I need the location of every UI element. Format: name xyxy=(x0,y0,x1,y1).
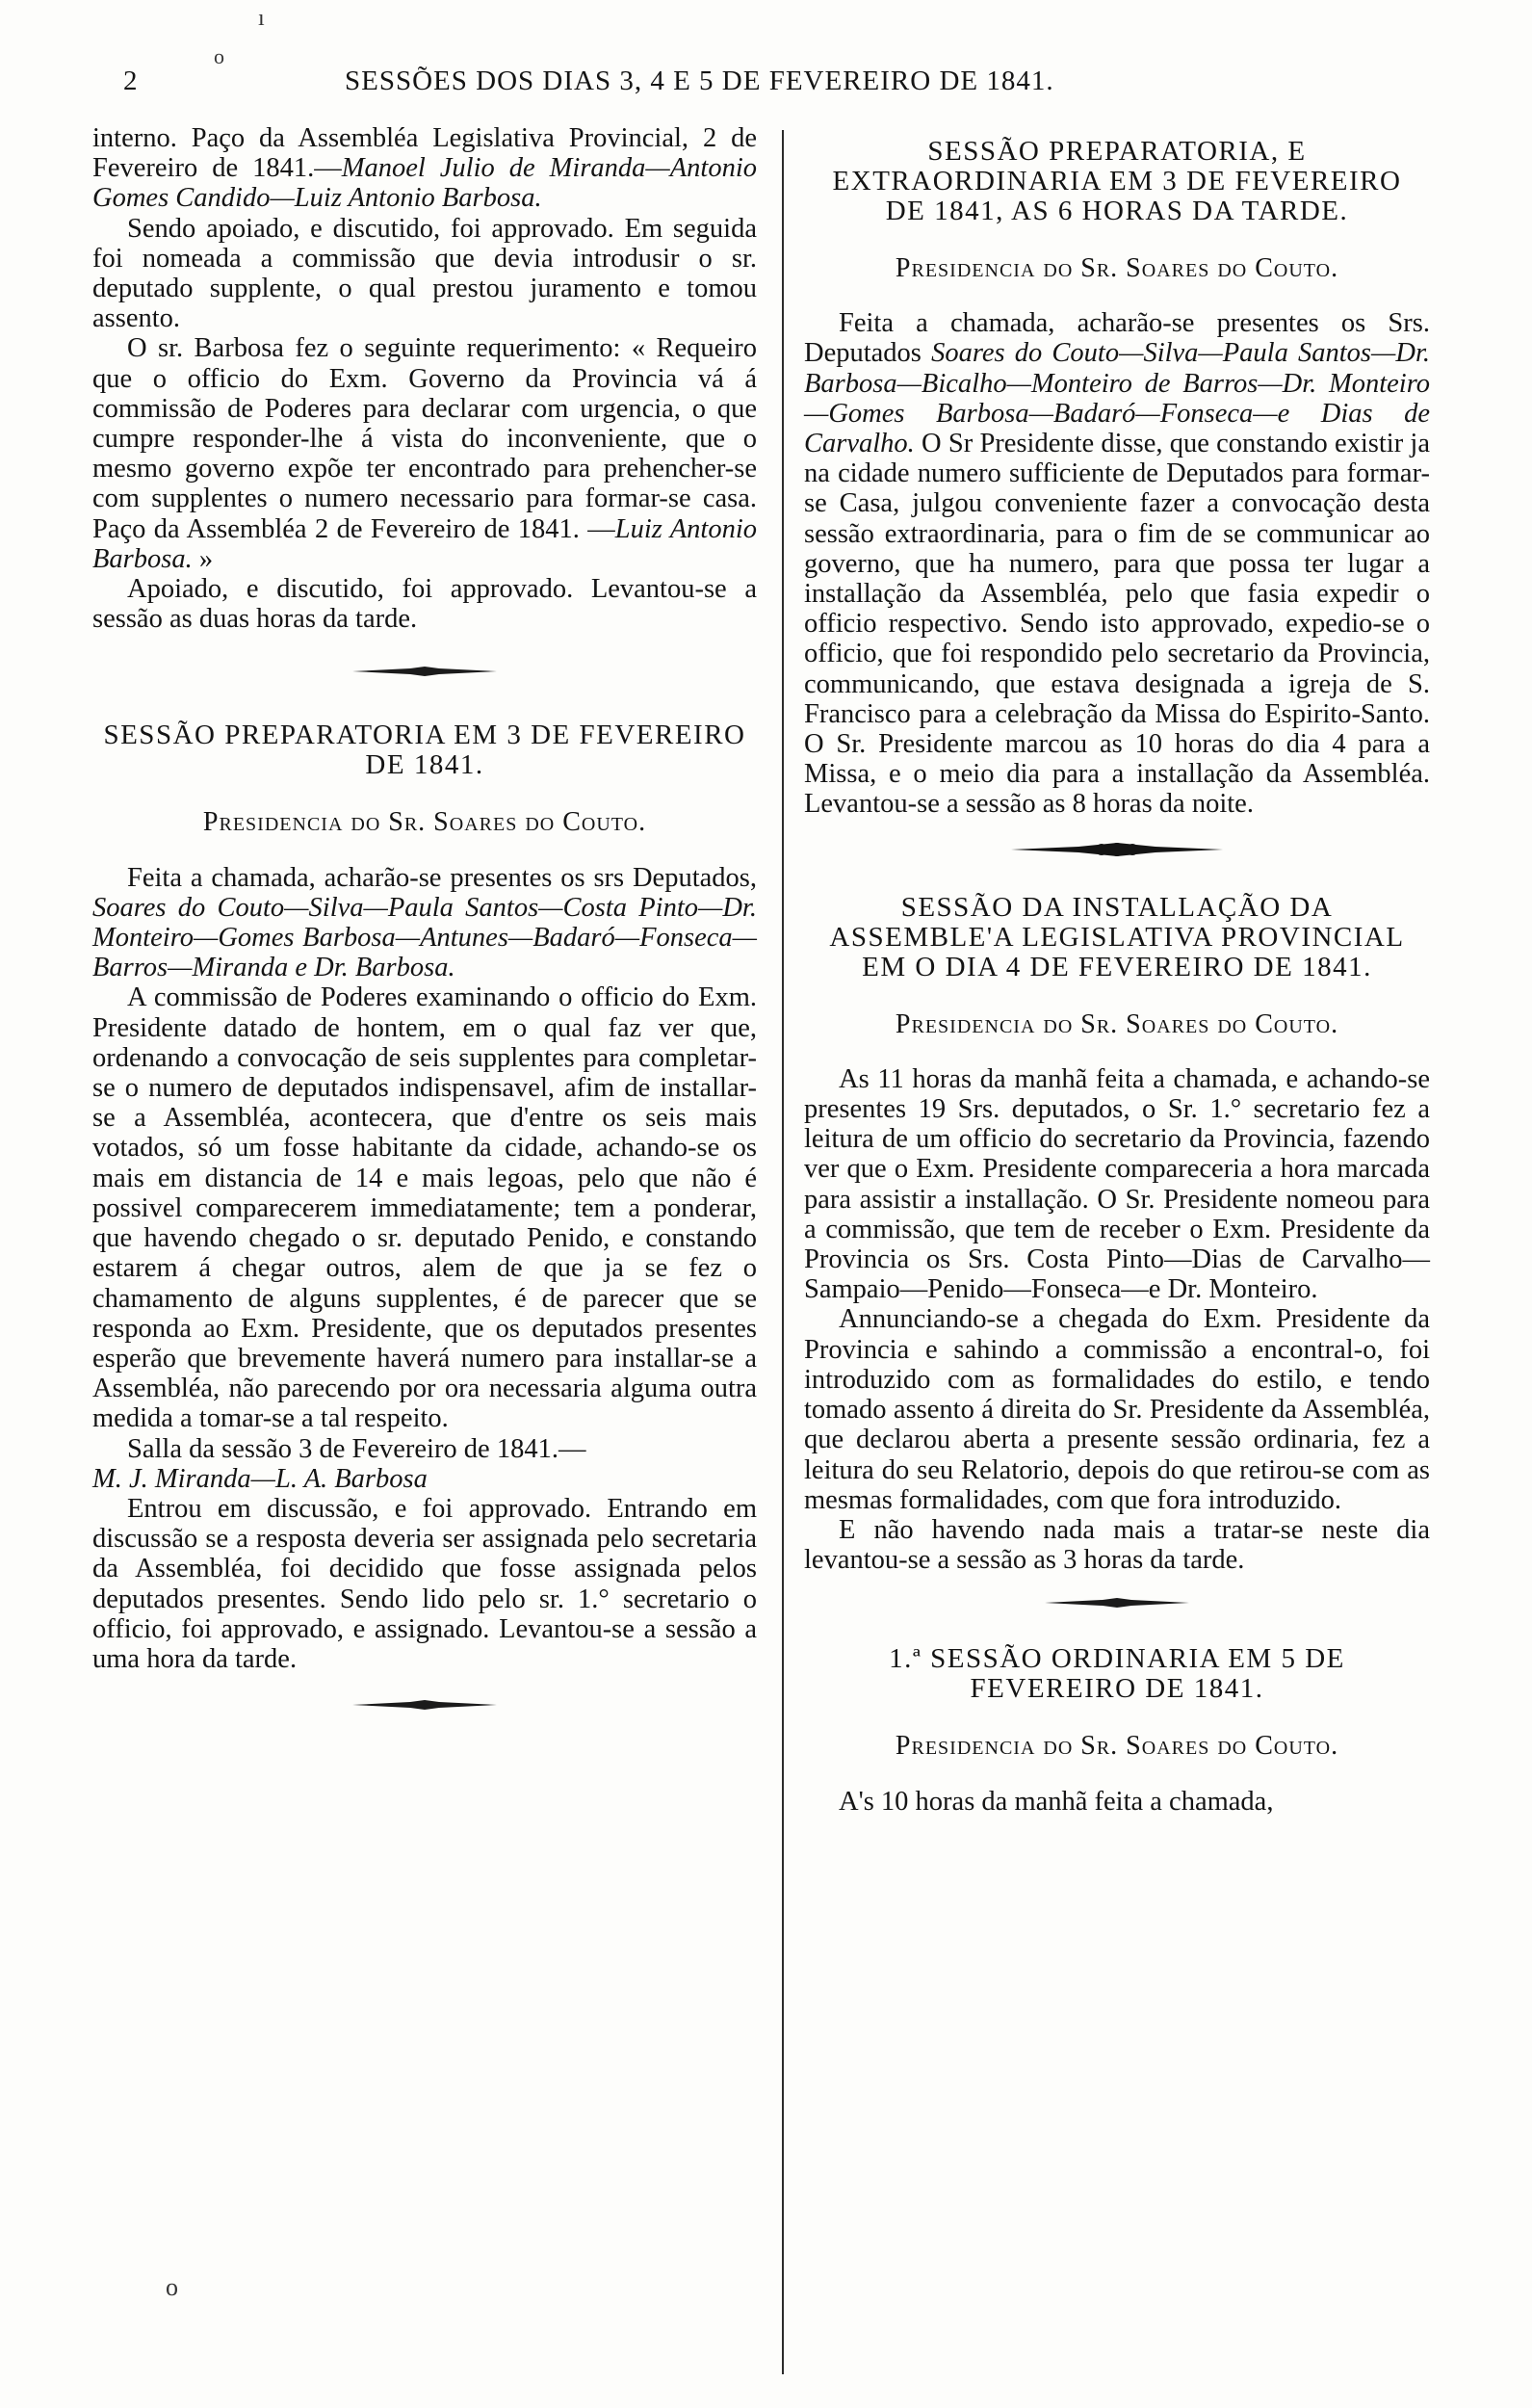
signature: Manoel Julio de Miranda—Antonio Gomes Candido—Luiz Antonio Barbosa. xyxy=(92,153,757,214)
paragraph: interno. Paço da Assembléa Legislativa Provincial, 2 de Fevereiro de 1841.—Manoel Julio de Miranda—Antonio Gomes Candido—Luiz Antonio Barbosa. xyxy=(92,123,757,214)
scan-mark-top: ı xyxy=(258,6,265,31)
session-title: 1.ª SESSÃO ORDINARIA EM 5 DE FEVEREIRO DE 1841. xyxy=(889,1643,1345,1705)
deputies-list: Soares do Couto—Silva—Paula Santos—Dr. Barbosa—Bicalho—Monteiro de Barros—Dr. Monteiro—Gomes Barbosa—Badaró—Fonseca—e Dias de Carvalho. xyxy=(804,338,1431,459)
scan-mark-circle: o xyxy=(214,44,224,68)
divider-ornament-icon xyxy=(1011,841,1223,858)
paragraph: A commissão de Poderes examinando o officio do Exm. Presidente datado de hontem, em o qual faz ver que, ordenando a convocação de seis supplentes para completar-se o numero de deputados indispensavel, afim de installar-se a Assembléa, acontecera, que d'entre os seis mais votados, só um fosse habitante da cidade, achando-se os mais em distancia de 14 e mais legoas, pelo que não é possivel comparecerem immediatamente; tem a ponderar, que havendo chegado o sr. deputado Penido, e constando estarem á chegar outros, alem de que ja se fez o chamamento de alguns supplentes, é de parecer que se responda ao Exm. Presidente, que os deputados presentes esperão que brevemente haverá numero para installar-se a Assembléa, não parecendo por ora necessaria alguma outra medida a tomar-se a tal respeito. xyxy=(92,982,757,1434)
paragraph: As 11 horas da manhã feita a chamada, e achando-se presentes 19 Srs. deputados, o Sr. 1.° secretario fez a leitura de um officio do secretario da Provincia, fazendo ver que o Exm. Presidente compareceria a hora marcada para assistir a installação. O Sr. Presidente nomeou para a commissão, que tem de receber o Exm. Presidente da Provincia os Srs. Costa Pinto—Dias de Carvalho—Sampaio—Penido—Fonseca—e Dr. Monteiro. xyxy=(804,1063,1430,1305)
page-number: 2 xyxy=(123,65,139,96)
paragraph: A's 10 horas da manhã feita a chamada, xyxy=(839,1786,1274,1817)
divider-ornament-icon xyxy=(352,1699,497,1711)
paragraph: Apoiado, e discutido, foi approvado. Levantou-se a sessão as duas horas da tarde. xyxy=(92,574,757,635)
paragraph: Feita a chamada, acharão-se presentes os Srs. Deputados Soares do Couto—Silva—Paula Santos—Dr. Barbosa—Bicalho—Monteiro de Barros—Dr. Monteiro—Gomes Barbosa—Badaró—Fonseca—e Dias de Carvalho. O Sr Presidente disse, que constando existir ja na cidade numero sufficiente de Deputados para formar-se Casa, julgou conveniente fazer a convocação desta sessão extraordinaria, para o fim de se communicar ao governo, que ha numero, para que possa ter lugar a installação da Assembléa, pelo que fasia expedir o officio respectivo. Sendo isto approvado, expedio-se o officio, que foi respondido pelo secretario da Provincia, communicando, que estava designada a igreja de S. Francisco para a celebração da Missa do Espirito-Santo. O Sr. Presidente marcou as 10 horas do dia 4 para a Missa, e o meio dia para a installação da Assembléa. Levantou-se a sessão as 8 horas da noite. xyxy=(804,308,1431,820)
paragraph: Entrou em discussão, e foi approvado. Entrando em discussão se a resposta deveria ser assignada pelo secretaria da Assembléa, foi decidido que fosse assignada pelos deputados presentes. Sendo lido pelo sr. 1.° secretario o officio, foi approvado, e assignado. Levantou-se a sessão a uma hora da tarde. xyxy=(92,1493,757,1674)
presidency-line: Presidencia do Sr. Soares do Couto. xyxy=(895,1731,1339,1762)
session-title: SESSÃO PREPARATORIA EM 3 DE FEVEREIRO DE 1841. xyxy=(103,720,746,781)
paragraph: Annunciando-se a chegada do Exm. Presidente da Provincia e sahindo a commissão a encontral-o, foi introduzido com as formalidades do estilo, e tendo tomado assento á direita do Sr. Presidente da Assembléa, que declarou aberta a presente sessão ordinaria, fez a leitura do seu Relatorio, depois do que retirou-se com as mesmas formalidades, com que fora introduzido. xyxy=(804,1304,1430,1515)
signature: M. J. Miranda—L. A. Barbosa xyxy=(92,1463,428,1494)
paragraph: Feita a chamada, acharão-se presentes os srs Deputados, Soares do Couto—Silva—Paula Santos—Costa Pinto—Dr. Monteiro—Gomes Barbosa—Antunes—Badaró—Fonseca—Barros—Miranda e Dr. Barbosa. xyxy=(92,862,757,983)
scan-mark-bottom: o xyxy=(166,2273,178,2301)
left-column xyxy=(92,123,757,1711)
signature: Luiz Antonio Barbosa. xyxy=(92,513,757,574)
ornament-divider xyxy=(804,1596,1430,1610)
ornament-divider xyxy=(804,841,1430,858)
ornament-divider xyxy=(92,1699,757,1711)
paragraph: Salla da sessão 3 de Fevereiro de 1841.— M. J. Miranda—L. A. Barbosa xyxy=(92,1433,586,1494)
page-header xyxy=(123,60,1192,102)
paragraph: E não havendo nada mais a tratar-se neste dia levantou-se a sessão as 3 horas da tarde. xyxy=(804,1514,1430,1576)
presidency-line: Presidencia do Sr. Soares do Couto. xyxy=(202,807,647,838)
paragraph: Sendo apoiado, e discutido, foi approvado. Em seguida foi nomeada a commissão que devia introdusir o sr. deputado supplente, o qual prestou juramento e tomou assento. xyxy=(92,213,757,334)
paragraph: O sr. Barbosa fez o seguinte requerimento: « Requeiro que o officio do Exm. Governo da Provincia vá á commissão de Poderes para declarar com urgencia, o que cumpre responder-lhe á vista do inconveniente, que o mesmo governo expõe ter encontrado para prehencher-se com supplentes o numero necessario para formar-se casa. Paço da Assembléa 2 de Fevereiro de 1841. —Luiz Antonio Barbosa. » xyxy=(92,333,757,574)
running-title: SESSÕES DOS DIAS 3, 4 E 5 DE FEVEREIRO DE 1841. xyxy=(345,65,1054,96)
divider-ornament-icon xyxy=(1045,1596,1189,1610)
session-title: SESSÃO DA INSTALLAÇÃO DA ASSEMBLE'A LEGISLATIVA PROVINCIAL EM O DIA 4 DE FEVEREIRO DE 1841. xyxy=(829,891,1405,982)
session-title: SESSÃO PREPARATORIA, E EXTRAORDINARIA EM 3 DE FEVEREIRO DE 1841, AS 6 HORAS DA TARDE. xyxy=(832,136,1402,226)
ornament-divider xyxy=(92,665,757,678)
column-rule xyxy=(782,130,784,2374)
right-column xyxy=(804,137,1430,1817)
presidency-line: Presidencia do Sr. Soares do Couto. xyxy=(895,1008,1339,1039)
deputies-list: Soares do Couto—Silva—Paula Santos—Costa Pinto—Dr. Monteiro—Gomes Barbosa—Antunes—Badaró—Fonseca—Barros—Miranda e Dr. Barbosa. xyxy=(92,892,757,983)
divider-ornament-icon xyxy=(352,665,497,678)
presidency-line: Presidencia do Sr. Soares do Couto. xyxy=(895,253,1339,283)
